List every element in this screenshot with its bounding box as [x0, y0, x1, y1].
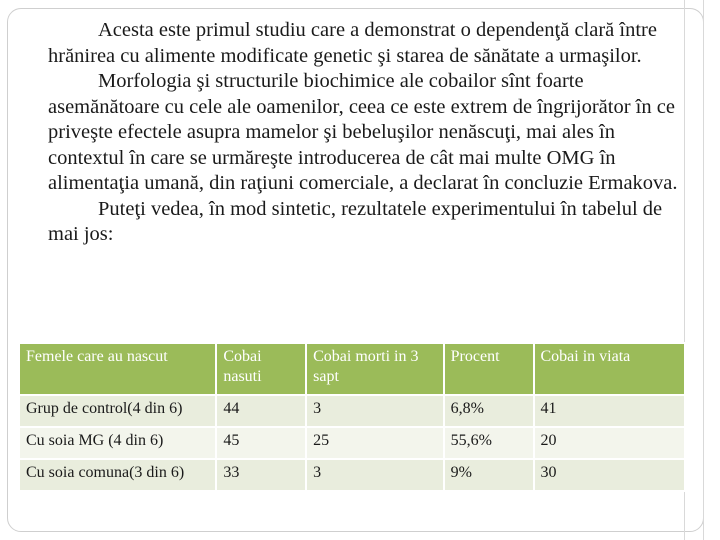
table-cell: 9% — [444, 459, 534, 491]
table-cell: Cu soia comuna(3 din 6) — [19, 459, 216, 491]
table-cell: 45 — [216, 427, 306, 459]
paragraph-1: Acesta este primul studiu care a demonstrat o dependenţă clară între hrănirea cu alimente modificate genetic şi starea de sănătate a urmaşilor. — [48, 19, 657, 67]
table-cell: Cu soia MG (4 din 6) — [19, 427, 216, 459]
table-row — [19, 459, 685, 491]
table-cell: 44 — [216, 395, 306, 427]
header-females: Femele care au nascut — [19, 343, 216, 395]
table-cell: 3 — [306, 395, 444, 427]
header-dead: Cobai morti in 3 sapt — [306, 343, 444, 395]
table-header-row — [19, 343, 685, 395]
table-cell: 55,6% — [444, 427, 534, 459]
body-text — [48, 18, 683, 248]
paragraph-2: Morfologia şi structurile biochimice ale cobailor sînt foarte asemănătoare cu cele ale oamenilor, ceea ce este extrem de îngrijorător în ce priveşte efectele asupra mamelor şi bebeluşilor nenăscuţi, mai ales în contextul în care se urmăreşte introducerea de cât mai multe OMG în alimentaţia umană, din raţiuni comerciale, a declarat în concluzie Ermakova. — [48, 70, 678, 194]
table-cell: 33 — [216, 459, 306, 491]
results-table — [18, 342, 686, 492]
table-cell: 30 — [534, 459, 686, 491]
header-born: Cobai nasuti — [216, 343, 306, 395]
table-cell: 41 — [534, 395, 686, 427]
table-cell: Grup de control(4 din 6) — [19, 395, 216, 427]
table-cell: 25 — [306, 427, 444, 459]
table-cell: 20 — [534, 427, 686, 459]
slide-side-border — [684, 0, 704, 540]
table-cell: 6,8% — [444, 395, 534, 427]
header-alive: Cobai in viata — [534, 343, 686, 395]
table-row — [19, 395, 685, 427]
header-percent: Procent — [444, 343, 534, 395]
table-cell: 3 — [306, 459, 444, 491]
paragraph-3: Puteţi vedea, în mod sintetic, rezultatele experimentului în tabelul de mai jos: — [48, 197, 663, 245]
table-row — [19, 427, 685, 459]
